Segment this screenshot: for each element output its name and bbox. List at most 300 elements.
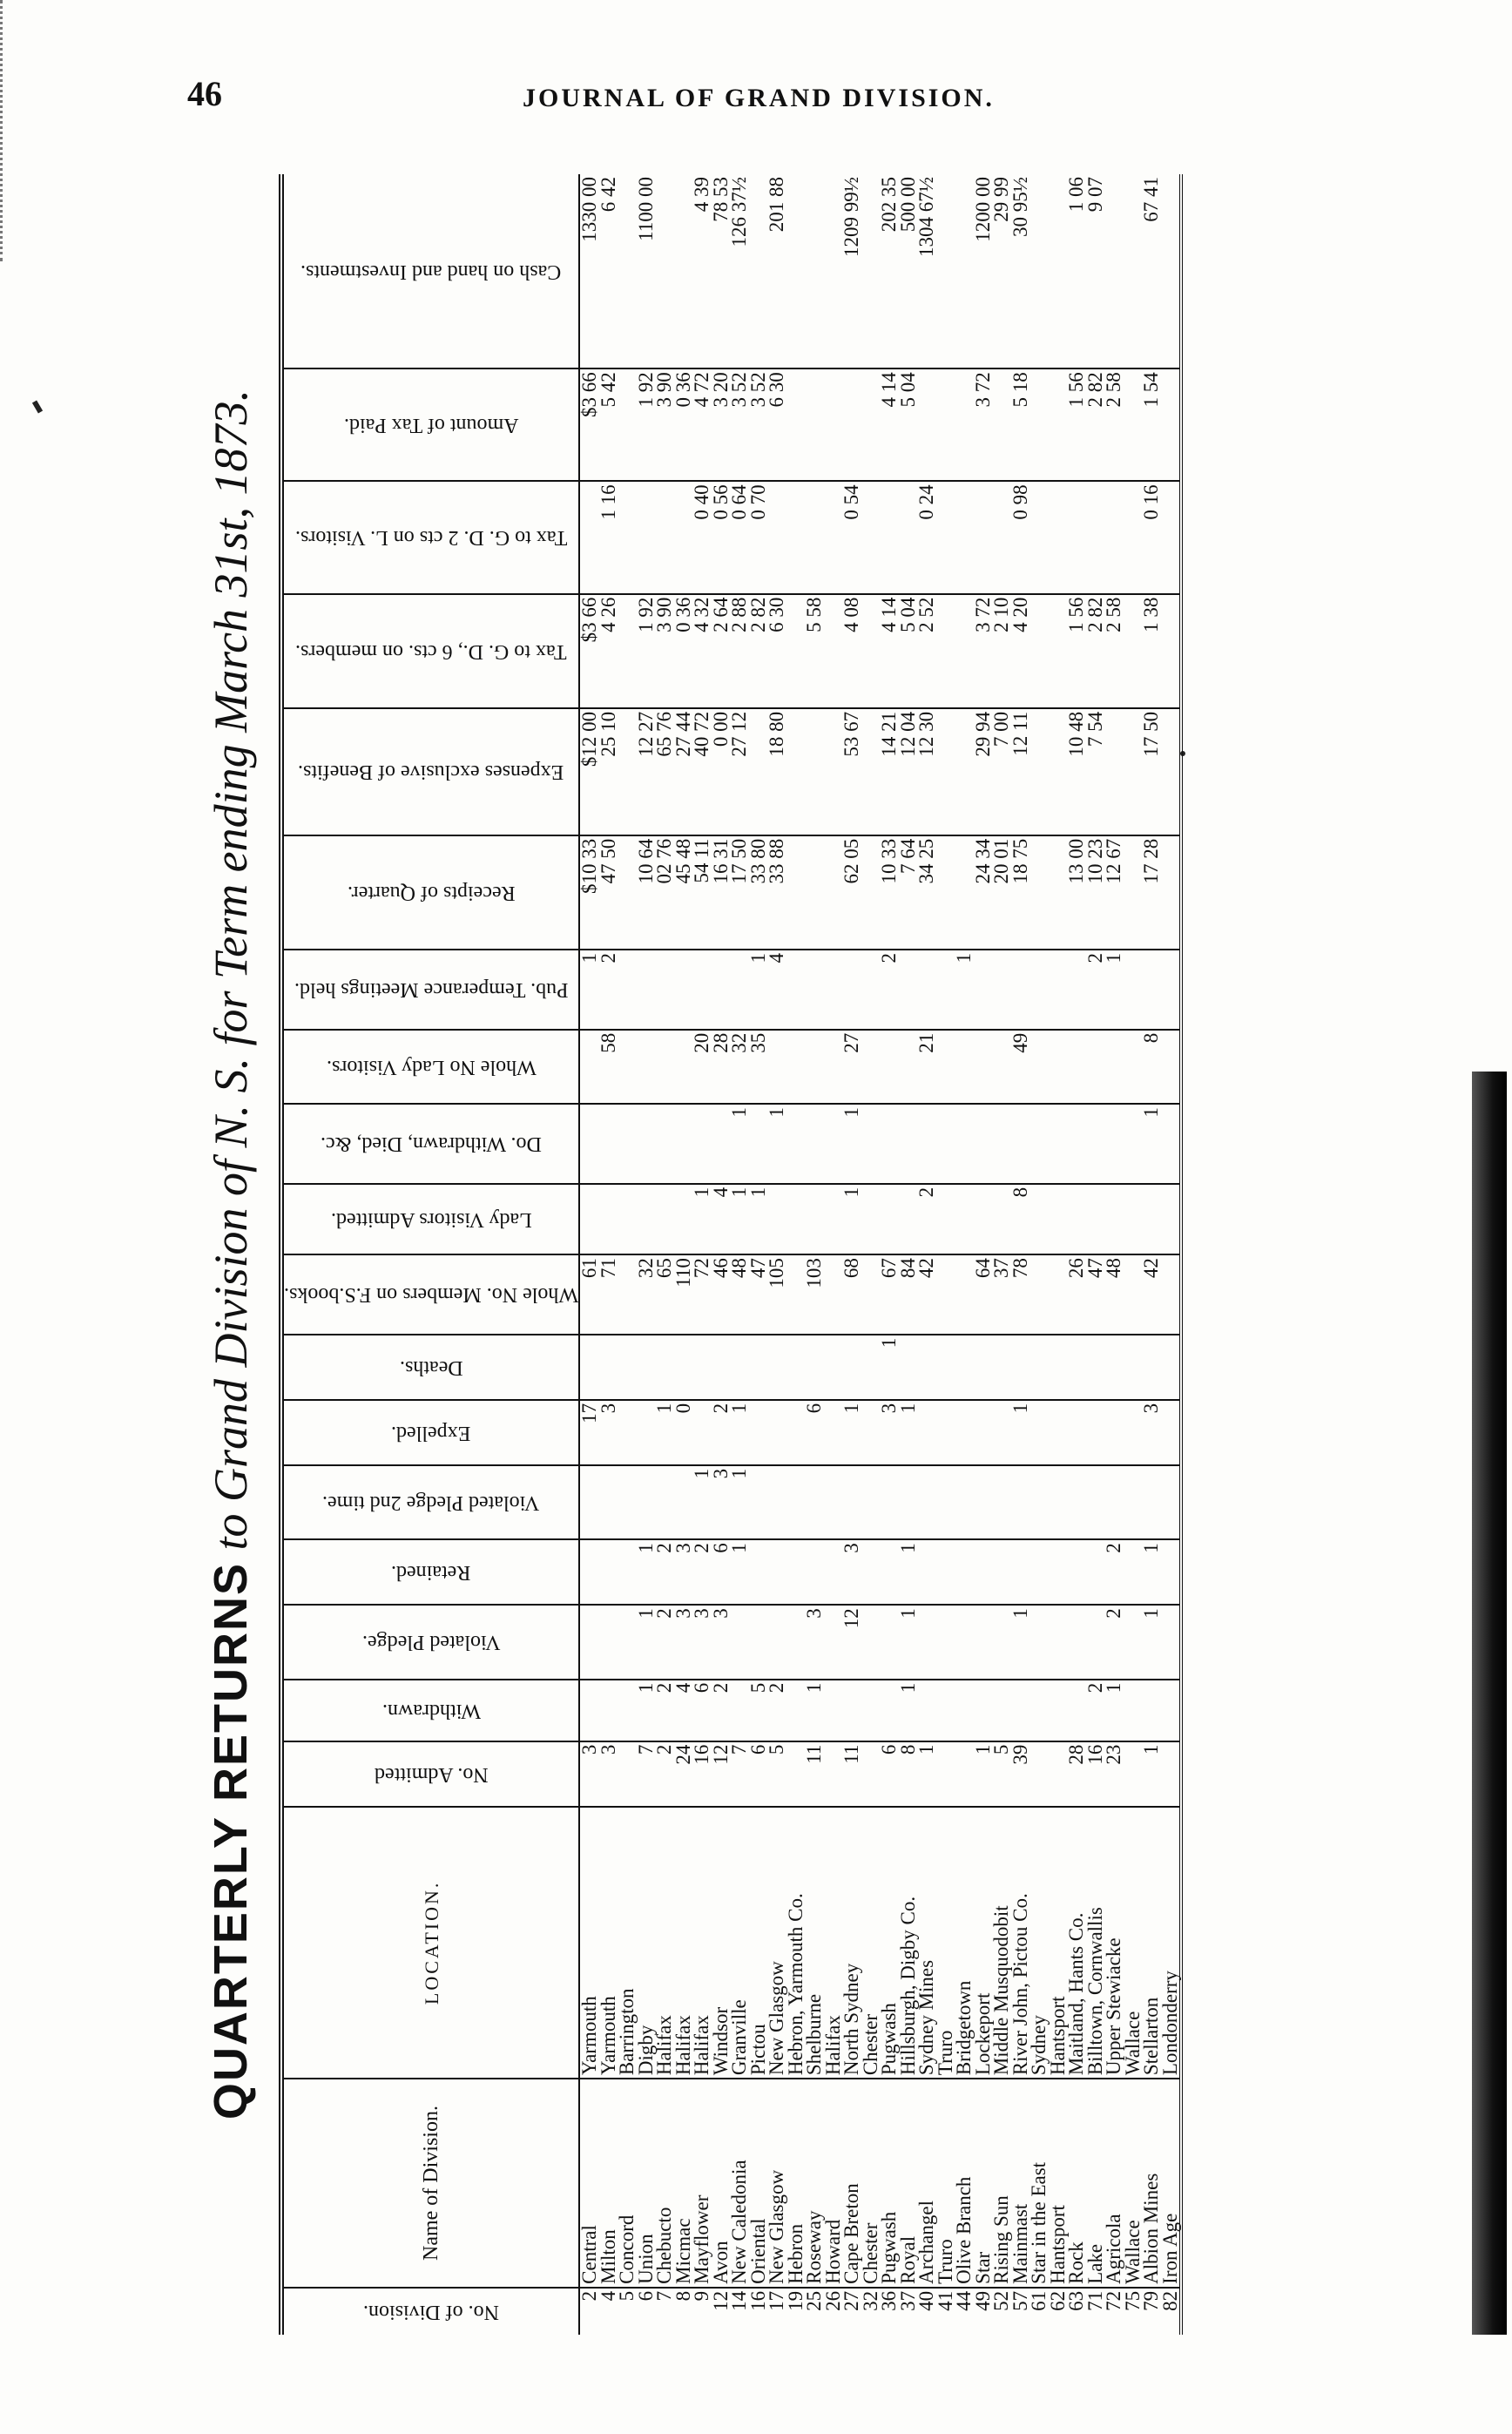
table-cell <box>579 481 599 593</box>
table-cell: 2 <box>917 1184 936 1254</box>
table-cell: 1 <box>730 1539 749 1605</box>
table-cell <box>936 481 955 593</box>
division-name: Olive Branch <box>955 2079 974 2288</box>
table-cell <box>618 174 637 368</box>
table-cell <box>1067 1104 1086 1184</box>
table-cell: 26 <box>1067 1254 1086 1335</box>
table-cell: 29 94 <box>974 708 993 835</box>
table-cell <box>861 1680 881 1741</box>
table-cell: 0 36 <box>674 368 693 481</box>
table-cell <box>599 1680 618 1741</box>
table-cell <box>824 594 843 708</box>
table-cell: 46 <box>712 1254 731 1335</box>
table-cell <box>880 1465 899 1539</box>
table-cell: 48 <box>730 1254 749 1335</box>
table-cell: 12 67 <box>1104 835 1124 950</box>
table-cell <box>674 174 693 368</box>
table-cell: 21 <box>917 1030 936 1104</box>
division-number: 52 <box>992 2288 1011 2335</box>
table-cell: 5 18 <box>1011 368 1030 481</box>
table-cell <box>936 950 955 1030</box>
table-cell: 18 75 <box>1011 835 1030 950</box>
table-cell <box>992 481 1011 593</box>
table-row <box>1011 174 1030 2335</box>
table-cell: 2 <box>1104 1539 1124 1605</box>
table-cell <box>955 1254 974 1335</box>
table-cell: 47 <box>1086 1254 1105 1335</box>
table-cell <box>1086 1335 1105 1400</box>
table-cell: 1 <box>730 1465 749 1539</box>
table-cell <box>880 1680 899 1741</box>
table-cell <box>861 1335 881 1400</box>
division-number: 44 <box>955 2288 974 2335</box>
table-cell <box>805 1539 824 1605</box>
table-cell <box>1011 1465 1030 1539</box>
table-cell <box>861 368 881 481</box>
table-cell <box>692 1104 712 1184</box>
division-number: 62 <box>1049 2288 1068 2335</box>
table-row <box>917 174 936 2335</box>
division-location: Bridgetown <box>955 1807 974 2079</box>
table-cell <box>824 1741 843 1807</box>
table-cell: 1 <box>749 950 768 1030</box>
table-cell <box>618 1104 637 1184</box>
table-cell: 78 <box>1011 1254 1030 1335</box>
table-cell <box>1104 1465 1124 1539</box>
table-cell <box>1029 708 1049 835</box>
column-header-label: Amount of Tax Paid. <box>343 414 519 437</box>
division-name: Chebucto <box>655 2079 674 2288</box>
table-row <box>655 174 674 2335</box>
table-cell: 27 44 <box>674 708 693 835</box>
table-cell: 1 54 <box>1142 368 1161 481</box>
table-cell <box>786 1030 806 1104</box>
table-cell <box>1049 950 1068 1030</box>
table-cell: 0 00 <box>712 708 731 835</box>
table-cell <box>824 174 843 368</box>
table-cell <box>917 368 936 481</box>
column-header <box>281 2079 579 2288</box>
division-name: Milton <box>599 2079 618 2288</box>
table-cell: 2 <box>655 1680 674 1741</box>
table-cell <box>955 1400 974 1465</box>
table-cell <box>1029 1539 1049 1605</box>
column-header <box>281 1807 579 2079</box>
table-cell <box>1124 1184 1143 1254</box>
division-location: Granville <box>730 1807 749 2079</box>
table-cell: 4 32 <box>692 594 712 708</box>
table-cell: 34 25 <box>917 835 936 950</box>
table-cell: 3 <box>805 1605 824 1679</box>
table-cell <box>824 1400 843 1465</box>
table-cell: 1 <box>730 1184 749 1254</box>
division-location: Upper Stewiacke <box>1104 1807 1124 2079</box>
table-cell <box>1124 174 1143 368</box>
table-cell <box>767 1030 786 1104</box>
table-cell <box>637 1465 656 1539</box>
table-cell <box>805 1465 824 1539</box>
table-cell <box>786 594 806 708</box>
table-cell <box>1049 1680 1068 1741</box>
column-header-label: Violated Pledge. <box>361 1631 501 1654</box>
table-cell <box>1104 1335 1124 1400</box>
division-name: Rock <box>1067 2079 1086 2288</box>
table-cell <box>1124 1104 1143 1184</box>
table-cell <box>730 1605 749 1679</box>
table-cell: 1100 00 <box>634 177 657 241</box>
table-cell: 0 64 <box>730 481 749 593</box>
table-cell: 2 <box>712 1680 731 1741</box>
table-cell: 3 <box>842 1539 861 1605</box>
table-cell <box>618 1605 637 1679</box>
table-cell <box>974 1539 993 1605</box>
table-cell <box>936 1465 955 1539</box>
division-name: Union <box>637 2079 656 2288</box>
table-cell: 1209 99½ <box>840 177 863 257</box>
division-number: 12 <box>712 2288 731 2335</box>
table-cell <box>1067 1465 1086 1539</box>
table-cell <box>824 481 843 593</box>
table-cell: 42 <box>1142 1254 1161 1335</box>
table-cell <box>1124 708 1143 835</box>
table-cell: 1 <box>1142 1605 1161 1679</box>
table-cell: 64 <box>974 1254 993 1335</box>
table-cell <box>1029 835 1049 950</box>
table-cell: 0 70 <box>749 481 768 593</box>
table-cell <box>955 1030 974 1104</box>
table-cell: 3 72 <box>974 368 993 481</box>
division-location: Wallace <box>1124 1807 1143 2079</box>
table-cell <box>767 1539 786 1605</box>
table-cell <box>1124 1400 1143 1465</box>
table-cell <box>1086 1184 1105 1254</box>
division-location: Halifax <box>692 1807 712 2079</box>
table-cell: 67 41 <box>1140 177 1163 222</box>
table-cell <box>861 1400 881 1465</box>
table-cell: 2 88 <box>730 594 749 708</box>
table-cell: 3 <box>674 1605 693 1679</box>
table-cell <box>955 174 974 368</box>
table-cell <box>749 1465 768 1539</box>
table-cell <box>767 1335 786 1400</box>
table-cell: 17 <box>579 1400 599 1465</box>
page-number: 46 <box>187 74 222 113</box>
table-cell <box>786 1741 806 1807</box>
column-header <box>281 1184 579 1254</box>
table-cell <box>917 1605 936 1679</box>
title-italic: to Grand Division of N. S. for Term ending March 31st, 1873. <box>205 389 257 1551</box>
division-name: Pugwash <box>880 2079 899 2288</box>
table-cell: $12 00 <box>579 708 599 835</box>
table-cell: 1 <box>955 950 974 1030</box>
table-cell <box>674 1104 693 1184</box>
table-cell <box>655 950 674 1030</box>
table-cell <box>805 1335 824 1400</box>
table-cell: 23 <box>1104 1741 1124 1807</box>
table-cell: 40 72 <box>692 708 712 835</box>
table-cell <box>1161 1254 1182 1335</box>
table-cell: 5 <box>749 1680 768 1741</box>
table-cell: 16 <box>1086 1741 1105 1807</box>
column-header <box>281 1680 579 1741</box>
table-cell: 1 06 <box>1065 177 1088 213</box>
table-cell: 2 <box>655 1741 674 1807</box>
table-cell: 1 <box>1142 1741 1161 1807</box>
table-cell: 3 <box>712 1605 731 1679</box>
table-cell <box>955 1741 974 1807</box>
division-name: Central <box>579 2079 599 2288</box>
table-cell: 54 11 <box>692 835 712 950</box>
division-location: Lockeport <box>974 1807 993 2079</box>
table-cell <box>599 1335 618 1400</box>
column-header <box>281 1605 579 1679</box>
table-cell <box>1104 174 1124 368</box>
table-row <box>1086 174 1105 2335</box>
column-header-label: Whole No Lady Visitors. <box>326 1055 537 1078</box>
division-number: 63 <box>1067 2288 1086 2335</box>
division-name: Archangel <box>917 2079 936 2288</box>
table-cell: 47 <box>749 1254 768 1335</box>
table-cell <box>899 1465 918 1539</box>
table-cell <box>936 1539 955 1605</box>
table-cell: 48 <box>1104 1254 1124 1335</box>
table-row <box>1049 174 1068 2335</box>
table-cell: 0 16 <box>1142 481 1161 593</box>
table-cell: 0 56 <box>712 481 731 593</box>
table-cell <box>579 1539 599 1605</box>
table-cell <box>1029 1030 1049 1104</box>
table-cell <box>1124 481 1143 593</box>
division-location: Windsor <box>712 1807 731 2079</box>
division-name: Royal <box>899 2079 918 2288</box>
division-name: Hantsport <box>1049 2079 1068 2288</box>
table-cell: 8 <box>1011 1184 1030 1254</box>
table-cell <box>1161 368 1182 481</box>
table-cell: 0 36 <box>674 594 693 708</box>
division-name: Albion Mines <box>1142 2079 1161 2288</box>
table-cell <box>805 1104 824 1184</box>
table-row <box>861 174 881 2335</box>
table-cell <box>1124 950 1143 1030</box>
table-cell <box>767 1465 786 1539</box>
table-cell <box>1124 1680 1143 1741</box>
table-cell <box>899 950 918 1030</box>
table-cell: 2 <box>692 1539 712 1605</box>
table-cell: 1 <box>880 1335 899 1400</box>
table-cell: 8 <box>1142 1030 1161 1104</box>
table-cell <box>749 1335 768 1400</box>
table-cell <box>992 1030 1011 1104</box>
column-header-label: Name of Division. <box>419 2106 442 2261</box>
table-cell: 45 48 <box>674 835 693 950</box>
division-number: 32 <box>861 2288 881 2335</box>
table-cell <box>1067 481 1086 593</box>
division-location: Chester <box>861 1807 881 2079</box>
table-cell: 5 04 <box>899 368 918 481</box>
table-cell <box>599 1104 618 1184</box>
table-cell <box>861 1104 881 1184</box>
table-cell: 1 <box>655 1400 674 1465</box>
table-cell <box>712 950 731 1030</box>
table-cell <box>1067 1680 1086 1741</box>
table-body <box>579 174 1181 2335</box>
division-name: Lake <box>1086 2079 1105 2288</box>
table-cell <box>1011 1104 1030 1184</box>
table-row <box>880 174 899 2335</box>
returns-table <box>279 174 1183 2335</box>
table-cell <box>992 368 1011 481</box>
division-location: Londonderry <box>1161 1807 1182 2079</box>
table-cell <box>786 950 806 1030</box>
table-cell <box>1029 1741 1049 1807</box>
table-cell: 1 <box>899 1680 918 1741</box>
table-cell: 4 14 <box>880 594 899 708</box>
table-cell <box>637 950 656 1030</box>
table-cell: 3 <box>1142 1400 1161 1465</box>
table-cell <box>842 1465 861 1539</box>
division-location: Halifax <box>655 1807 674 2079</box>
table-cell <box>1029 594 1049 708</box>
division-number: 6 <box>637 2288 656 2335</box>
column-header <box>281 1465 579 1539</box>
table-cell: 3 90 <box>655 594 674 708</box>
table-cell <box>936 708 955 835</box>
table-cell: 12 30 <box>917 708 936 835</box>
table-cell <box>579 1605 599 1679</box>
table-cell: 12 27 <box>637 708 656 835</box>
table-cell: 65 <box>655 1254 674 1335</box>
table-cell <box>1124 1030 1143 1104</box>
table-cell <box>1124 368 1143 481</box>
table-cell <box>655 1030 674 1104</box>
table-cell <box>1011 950 1030 1030</box>
table-cell: 1 <box>637 1605 656 1679</box>
table-cell <box>674 1030 693 1104</box>
table-cell <box>730 1335 749 1400</box>
column-header-label: Withdrawn. <box>381 1699 481 1722</box>
division-location: Yarmouth <box>599 1807 618 2079</box>
table-cell <box>655 1335 674 1400</box>
table-cell <box>1029 368 1049 481</box>
table-cell: 28 <box>712 1030 731 1104</box>
division-number: 49 <box>974 2288 993 2335</box>
table-cell <box>992 1539 1011 1605</box>
table-cell <box>1086 1030 1105 1104</box>
table-cell <box>1049 594 1068 708</box>
table-cell <box>1011 1335 1030 1400</box>
table-cell <box>1124 835 1143 950</box>
table-cell: 4 20 <box>1011 594 1030 708</box>
table-cell <box>1086 1400 1105 1465</box>
table-cell <box>917 1335 936 1400</box>
division-number: 19 <box>786 2288 806 2335</box>
table-cell <box>1124 1605 1143 1679</box>
table-cell: 103 <box>805 1254 824 1335</box>
table-row <box>767 174 786 2335</box>
table-cell <box>917 1539 936 1605</box>
table-cell: 17 50 <box>1142 708 1161 835</box>
table-cell: 2 <box>1086 1680 1105 1741</box>
table-cell <box>1142 1184 1161 1254</box>
table-cell <box>824 1605 843 1679</box>
table-cell: 71 <box>599 1254 618 1335</box>
scan-edge-right <box>1472 1072 1507 2335</box>
table-cell: 5 42 <box>599 368 618 481</box>
table-cell <box>1049 1741 1068 1807</box>
division-location: Halifax <box>674 1807 693 2079</box>
table-cell <box>599 1539 618 1605</box>
division-location: Sydney Mines <box>917 1807 936 2079</box>
table-row <box>579 174 599 2335</box>
column-header <box>281 1741 579 1807</box>
table-cell: 3 20 <box>712 368 731 481</box>
table-row <box>955 174 974 2335</box>
table-cell: 2 52 <box>917 594 936 708</box>
table-cell <box>618 1465 637 1539</box>
table-cell <box>861 481 881 593</box>
table-cell <box>786 1335 806 1400</box>
table-cell: 201 88 <box>766 177 788 233</box>
table-cell: 1 <box>842 1400 861 1465</box>
table-cell <box>655 1465 674 1539</box>
table-cell <box>1029 1335 1049 1400</box>
table-cell: 25 10 <box>599 708 618 835</box>
column-header-label: Pub. Temperance Meetings held. <box>294 978 569 1002</box>
division-name: Star <box>974 2079 993 2288</box>
table-cell <box>618 1184 637 1254</box>
table-cell <box>1161 1184 1182 1254</box>
table-cell <box>1161 1030 1182 1104</box>
column-header <box>281 1539 579 1605</box>
division-number: 41 <box>936 2288 955 2335</box>
table-cell <box>730 950 749 1030</box>
table-cell: 4 14 <box>880 368 899 481</box>
table-row <box>730 174 749 2335</box>
table-cell <box>824 1030 843 1104</box>
table-cell <box>1049 1335 1068 1400</box>
table-cell: 2 <box>712 1400 731 1465</box>
table-cell <box>749 174 768 368</box>
table-cell <box>1104 708 1124 835</box>
table-cell <box>786 1465 806 1539</box>
division-name: Micmac <box>674 2079 693 2288</box>
division-number: 36 <box>880 2288 899 2335</box>
table-row <box>618 174 637 2335</box>
table-cell <box>749 1539 768 1605</box>
table-cell <box>1086 1605 1105 1679</box>
table-cell <box>974 1030 993 1104</box>
table-row <box>899 174 918 2335</box>
column-header-label: Tax to G. D., 6 cts. on members. <box>295 639 567 663</box>
table-cell <box>974 1184 993 1254</box>
division-location: Middle Musquodobit <box>992 1807 1011 2079</box>
table-cell <box>618 481 637 593</box>
table-cell: 14 21 <box>880 708 899 835</box>
table-cell <box>1029 1254 1049 1335</box>
table-cell: 4 <box>674 1680 693 1741</box>
table-cell <box>917 950 936 1030</box>
table-row <box>1124 174 1143 2335</box>
table-cell <box>767 1184 786 1254</box>
table-cell: 13 00 <box>1067 835 1086 950</box>
table-cell: 3 <box>880 1400 899 1465</box>
table-cell <box>1049 1605 1068 1679</box>
column-header <box>281 835 579 950</box>
table-cell <box>1049 1539 1068 1605</box>
table-cell <box>992 950 1011 1030</box>
table-cell: 42 <box>917 1254 936 1335</box>
table-cell <box>579 1030 599 1104</box>
